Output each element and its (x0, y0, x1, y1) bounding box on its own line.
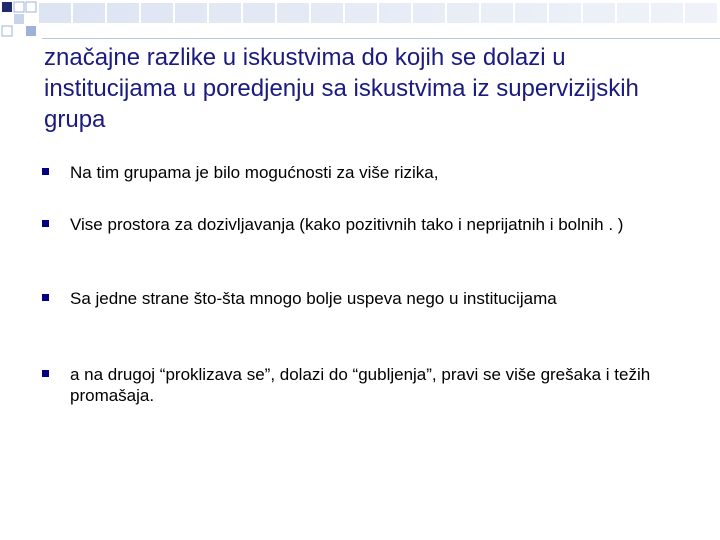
bullet-item (40, 288, 700, 309)
bullet-text: Sa jedne strane što-šta mnogo bolje uspeva nego u institucijama (70, 289, 557, 308)
title-divider (42, 38, 720, 39)
bullet-text: Na tim grupama je bilo mogućnosti za više rizika, (70, 163, 439, 182)
square-bullet-icon (42, 370, 49, 377)
bullet-text: a na drugoj “proklizava se”, dolazi do “gubljenja”, pravi se više grešaka i težih promašaja. (70, 365, 651, 405)
bullet-item (40, 364, 700, 406)
bullet-item (40, 162, 700, 183)
square-bullet-icon (42, 220, 49, 227)
slide-title: značajne razlike u iskustvima do kojih se dolazi u institucijama u poredjenju sa iskustvima iz supervizijskih grupa (44, 44, 639, 133)
square-bullet-icon (42, 294, 49, 301)
bullet-item (40, 214, 700, 235)
corner-squares-decoration (0, 0, 720, 40)
square-bullet-icon (42, 168, 49, 175)
bullet-text: Vise prostora za dozivljavanja (kako pozitivnih tako i neprijatnih i bolnih . ) (70, 215, 624, 234)
